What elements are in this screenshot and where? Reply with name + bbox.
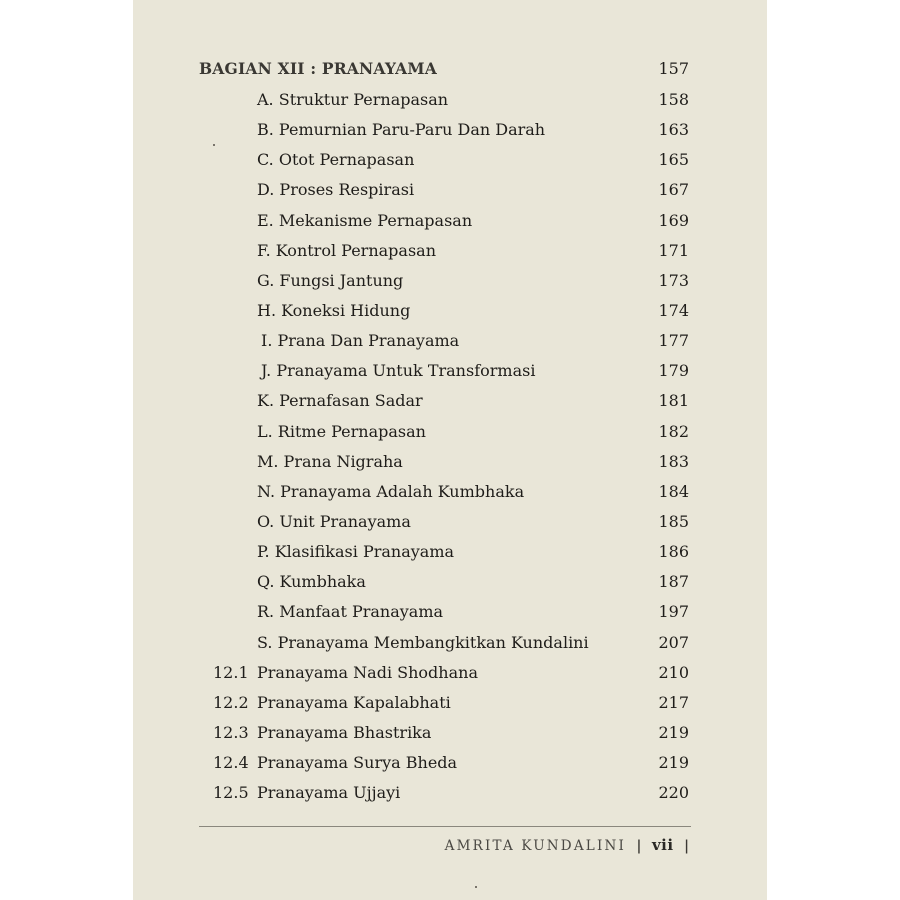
page-number-roman: vii — [651, 836, 674, 854]
toc-entry-label: J. Pranayama Untuk Transformasi — [261, 361, 536, 381]
toc-entry-label: N. Pranayama Adalah Kumbhaka — [257, 481, 525, 501]
toc-entry — [199, 148, 689, 178]
book-page — [133, 0, 767, 900]
toc-entry-page: 171 — [658, 240, 689, 260]
toc-entry — [199, 600, 689, 630]
toc-entry-page: 167 — [658, 180, 689, 200]
toc-entry — [199, 209, 689, 239]
toc-entry-label: L. Ritme Pernapasan — [257, 421, 426, 441]
toc-entry-page: 197 — [658, 602, 689, 622]
toc-entry — [199, 420, 689, 450]
section-heading-row — [199, 59, 689, 83]
section-title: BAGIAN XII : PRANAYAMA — [199, 59, 437, 78]
toc-entry-page: 173 — [658, 270, 689, 290]
toc-entry — [199, 178, 689, 208]
toc-entry-page: 185 — [658, 511, 689, 531]
toc-entry — [199, 299, 689, 329]
toc-entry-page: 220 — [658, 783, 689, 803]
toc-entry — [199, 480, 689, 510]
book-title: AMRITA KUNDALINI — [444, 838, 627, 854]
toc-entry — [199, 540, 689, 570]
toc-entry — [199, 751, 689, 781]
toc-entry-label: Pranayama Kapalabhati — [257, 692, 451, 712]
toc-entry — [199, 631, 689, 661]
toc-entry-label: H. Koneksi Hidung — [257, 300, 411, 320]
toc-entry — [199, 450, 689, 480]
toc-entry-page: 207 — [658, 632, 689, 652]
toc-entry-number: 12.4 — [213, 753, 249, 773]
footer-separator-right: | — [684, 838, 689, 854]
toc-entry — [199, 781, 689, 811]
toc-entry-page: 174 — [658, 300, 689, 320]
toc-entry — [199, 510, 689, 540]
toc-entry — [199, 661, 689, 691]
toc-entry-page: 219 — [658, 753, 689, 773]
toc-entry — [199, 118, 689, 148]
toc-entry-label: Pranayama Bhastrika — [257, 722, 432, 742]
toc-entry-label: A. Struktur Pernapasan — [257, 90, 449, 109]
section-page-number: 157 — [658, 59, 689, 78]
toc-entry-label: D. Proses Respirasi — [257, 180, 415, 200]
toc-entry-page: 210 — [658, 662, 689, 682]
toc-entry-page: 187 — [658, 572, 689, 592]
toc-entry-label: Pranayama Nadi Shodhana — [257, 662, 478, 682]
toc-entry-page: 181 — [658, 391, 689, 411]
toc-entry-label: C. Otot Pernapasan — [257, 150, 415, 170]
toc-entry-label: B. Pemurnian Paru-Paru Dan Darah — [257, 120, 546, 140]
toc-entry — [199, 88, 689, 118]
toc-entry-page: 184 — [658, 481, 689, 501]
table-of-contents — [199, 88, 689, 811]
toc-entry-label: Pranayama Surya Bheda — [257, 753, 458, 773]
running-footer — [445, 836, 693, 854]
toc-entry-page: 183 — [658, 451, 689, 471]
toc-entry-label: R. Manfaat Pranayama — [257, 602, 444, 622]
toc-entry-page: 163 — [658, 120, 689, 140]
toc-entry-page: 219 — [658, 722, 689, 742]
toc-entry-page: 182 — [658, 421, 689, 441]
toc-entry-label: G. Fungsi Jantung — [257, 270, 404, 290]
toc-entry-label: S. Pranayama Membangkitkan Kundalini — [257, 632, 589, 652]
toc-entry-page: 165 — [658, 150, 689, 170]
toc-entry-page: 186 — [658, 542, 689, 562]
toc-entry — [199, 691, 689, 721]
toc-entry-label: M. Prana Nigraha — [257, 451, 403, 471]
toc-entry-number: 12.5 — [213, 783, 249, 803]
toc-entry-number: 12.2 — [213, 692, 249, 712]
toc-entry-label: Q. Kumbhaka — [257, 572, 366, 592]
footer-divider — [199, 826, 691, 827]
toc-entry-label: E. Mekanisme Pernapasan — [257, 210, 473, 230]
toc-entry-label: Pranayama Ujjayi — [257, 783, 401, 803]
toc-entry-page: 179 — [658, 361, 689, 381]
toc-entry-number: 12.3 — [213, 722, 249, 742]
paper-speck — [213, 144, 215, 146]
toc-entry-page: 177 — [658, 331, 689, 351]
toc-entry-page: 217 — [658, 692, 689, 712]
toc-entry — [199, 269, 689, 299]
toc-entry — [199, 389, 689, 419]
toc-entry-label: K. Pernafasan Sadar — [257, 391, 423, 411]
toc-entry-label: F. Kontrol Pernapasan — [257, 240, 436, 260]
toc-entry-page: 169 — [658, 210, 689, 230]
toc-entry-number: 12.1 — [213, 662, 249, 682]
toc-entry — [199, 570, 689, 600]
toc-entry-label: P. Klasifikasi Pranayama — [257, 542, 455, 562]
footer-separator-left: | — [636, 838, 642, 854]
toc-entry — [199, 329, 689, 359]
toc-entry-label: I. Prana Dan Pranayama — [261, 331, 460, 351]
toc-entry — [199, 359, 689, 389]
toc-entry — [199, 721, 689, 751]
toc-entry-page: 158 — [658, 90, 689, 109]
toc-entry-label: O. Unit Pranayama — [257, 511, 411, 531]
paper-speck — [475, 886, 477, 888]
toc-entry — [199, 239, 689, 269]
